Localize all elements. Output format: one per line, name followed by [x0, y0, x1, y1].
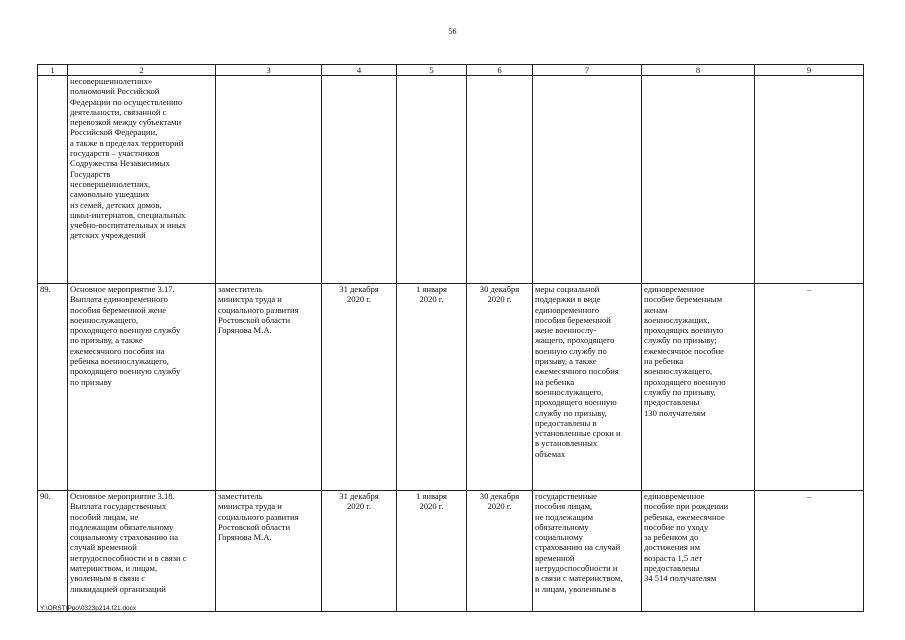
notes-cell	[755, 76, 864, 284]
end-date-cell	[467, 76, 533, 284]
planned-date-cell	[322, 76, 397, 284]
header-cell: 3	[216, 65, 322, 76]
file-path-footer: Y:\ORST\Ppo\0323p214.f21.docx	[40, 605, 137, 612]
measure-name-cell: Основное мероприятие 3.18. Выплата государственных пособий лицам, не подлежащим обязательному социальному страхованию на случай временной нетрудоспособности и в связи с материнством, и лицам, уволенным в связи с ликвидацией организаций	[68, 491, 216, 612]
table-row	[38, 491, 864, 612]
responsible-cell: заместитель министра труда и социального развития Ростовской области Горянова М.А.	[216, 284, 322, 491]
planned-result-cell	[533, 76, 642, 284]
planned-date-cell: 31 декабря 2020 г.	[322, 284, 397, 491]
measure-name-cell: несовершеннолетних» полномочий Российской Федерации по осуществлению деятельности, связанной с перевозкой между субъектами Российской Федерации, а также в пределах территорий государств – участников Содружества Независимых Государств несовершеннолетних, самовольно ушедших из семей, детских домов, школ-интернатов, специальных учебно-воспитательных и иных детских учреждений	[68, 76, 216, 284]
planned-result-cell: государственные пособия лицам, не подлежащим обязательному социальному страхованию на случай временной нетрудоспособности и в связи с материнством, и лицам, уволенным в	[533, 491, 642, 612]
responsible-cell: заместитель министра труда и социального развития Ростовской области Горянова М.А.	[216, 491, 322, 612]
page-number: 56	[448, 27, 457, 36]
table-header-row	[38, 65, 864, 76]
planned-date-cell: 31 декабря 2020 г.	[322, 491, 397, 612]
header-cell: 7	[533, 65, 642, 76]
start-date-cell: 1 января 2020 г.	[397, 491, 467, 612]
header-cell: 1	[38, 65, 68, 76]
start-date-cell: 1 января 2020 г.	[397, 284, 467, 491]
actual-result-cell: единовременное пособие при рождении ребенка, ежемесячное пособие по уходу за ребенком до достижения им возраста 1,5 лет предоставлены 34 514 получателям	[642, 491, 755, 612]
header-cell: 8	[642, 65, 755, 76]
actual-result-cell: единовременное пособие беременным женам военнослужащих, проходящих военную службу по призыву; ежемесячное пособие на ребенка военнослужащего, проходящего военную службу по призыву, предоставлены 130 получателям	[642, 284, 755, 491]
planned-result-cell: меры социальной поддержки в виде единовременного пособия беременной жене военнослу- жащего, проходящего военную службу по призыву, а также ежемесячного пособия на ребенка военнослужащего, проходящего военную службу по призыву, предоставлены в установленные сроки и в установленных объемах	[533, 284, 642, 491]
header-cell: 4	[322, 65, 397, 76]
header-cell: 6	[467, 65, 533, 76]
start-date-cell	[397, 76, 467, 284]
row-number-cell: 90.	[38, 491, 68, 612]
header-cell: 2	[68, 65, 216, 76]
notes-cell: –	[755, 491, 864, 612]
end-date-cell: 30 декабря 2020 г.	[467, 284, 533, 491]
actual-result-cell	[642, 76, 755, 284]
row-number-cell: 89.	[38, 284, 68, 491]
row-number-cell	[38, 76, 68, 284]
table-row	[38, 284, 864, 491]
document-table	[37, 64, 864, 612]
header-cell: 5	[397, 65, 467, 76]
notes-cell: –	[755, 284, 864, 491]
header-cell: 9	[755, 65, 864, 76]
end-date-cell: 30 декабря 2020 г.	[467, 491, 533, 612]
responsible-cell	[216, 76, 322, 284]
measure-name-cell: Основное мероприятие 3.17. Выплата единовременного пособия беременной жене военнослужащего, проходящего военную службу по призыву, а также ежемесячного пособия на ребенка военнослужащего, проходящего военную службу по призыву	[68, 284, 216, 491]
table-row	[38, 76, 864, 284]
